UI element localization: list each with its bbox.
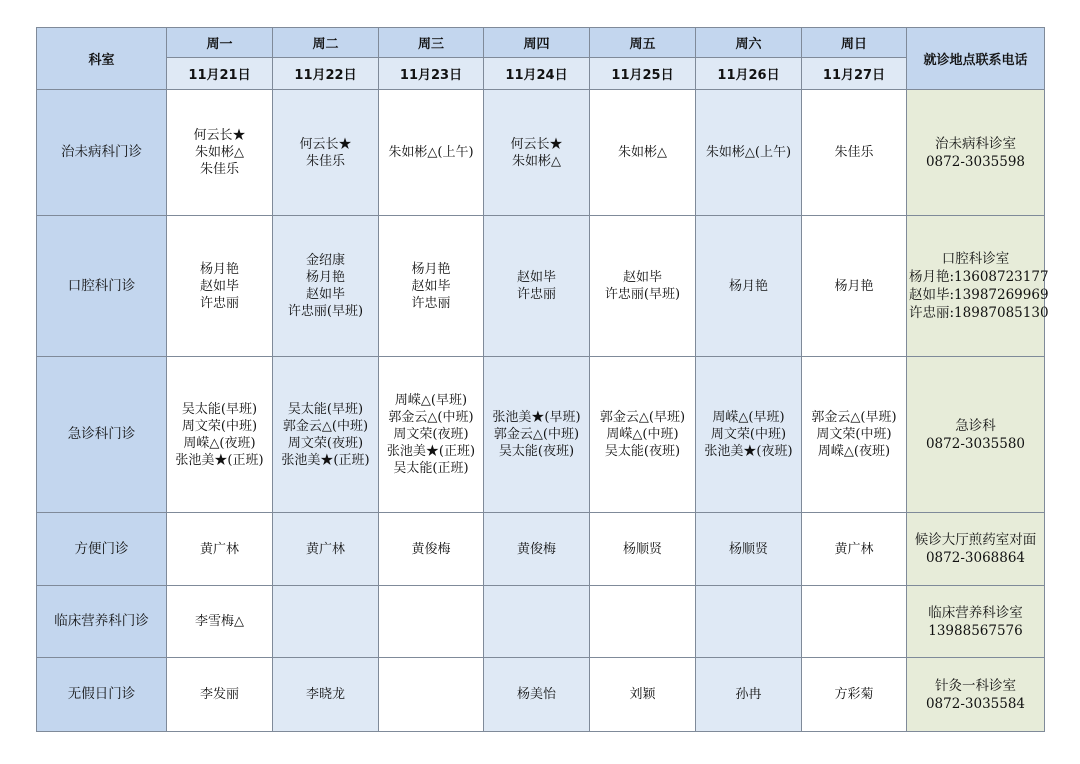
schedule-cell xyxy=(379,658,484,732)
doctor-entry: 李雪梅△ xyxy=(195,614,244,629)
department-header: 科室 xyxy=(37,28,167,90)
doctor-entry: 张池美★(早班) xyxy=(492,410,581,425)
schedule-cell xyxy=(590,586,696,658)
contact-cell xyxy=(907,586,1045,658)
doctor-entry: 周文荣(中班) xyxy=(816,427,892,442)
table-row xyxy=(37,658,1045,732)
day-header: 周五 xyxy=(590,28,696,58)
contact-line: 赵如毕:13987269969 xyxy=(909,287,1049,303)
schedule-cell xyxy=(484,658,590,732)
contact-line: 0872-3035598 xyxy=(925,153,1026,170)
schedule-cell xyxy=(802,586,907,658)
contact-cell xyxy=(907,216,1049,357)
contact-cell xyxy=(907,357,1045,513)
schedule-cell xyxy=(379,513,484,586)
table-row xyxy=(37,586,1045,658)
doctor-entry: 许忠丽 xyxy=(199,295,239,311)
contact-header: 就诊地点联系电话 xyxy=(907,28,1045,90)
doctor-entry: 孙冉 xyxy=(735,687,762,702)
doctor-entry: 赵如毕 xyxy=(516,270,556,285)
doctor-entry: 杨顺贤 xyxy=(622,541,662,557)
day-header: 周一 xyxy=(167,28,273,58)
doctor-entry: 吴太能(早班) xyxy=(287,401,364,417)
schedule-cell xyxy=(167,357,273,513)
doctor-entry: 杨顺贤 xyxy=(728,541,768,557)
doctor-entry: 黄广林 xyxy=(199,541,239,557)
contact-line: 急诊科 xyxy=(955,417,996,434)
doctor-entry: 许忠丽(早班) xyxy=(287,304,364,319)
doctor-entry: 赵如毕 xyxy=(305,287,345,302)
schedule-cell xyxy=(167,90,273,216)
doctor-entry: 朱如彬△ xyxy=(512,153,561,169)
doctor-entry: 吴太能(早班) xyxy=(181,401,258,417)
date-header: 11月22日 xyxy=(273,58,379,90)
contact-line: 0872-3068864 xyxy=(925,550,1026,566)
doctor-entry: 张池美★(正班) xyxy=(175,452,264,468)
schedule-cell xyxy=(273,513,379,586)
contact-line: 候诊大厅煎药室对面 xyxy=(914,532,1037,548)
schedule-cell xyxy=(167,216,273,357)
date-header: 11月23日 xyxy=(379,58,484,90)
doctor-entry: 郭金云△(早班) xyxy=(599,410,686,425)
doctor-entry: 李晓龙 xyxy=(305,687,345,702)
doctor-entry: 赵如毕 xyxy=(199,278,239,294)
schedule-cell xyxy=(273,216,379,357)
date-header: 11月21日 xyxy=(167,58,273,90)
schedule-cell xyxy=(802,216,907,357)
doctor-entry: 朱如彬△ xyxy=(195,145,244,160)
doctor-entry: 周文荣(中班) xyxy=(710,427,787,442)
schedule-cell xyxy=(379,216,484,357)
doctor-entry: 杨月艳 xyxy=(728,278,768,294)
schedule-cell xyxy=(379,357,484,513)
doctor-entry: 黄广林 xyxy=(305,541,345,557)
schedule-cell xyxy=(696,658,802,732)
schedule-cell xyxy=(484,357,590,513)
schedule-cell xyxy=(379,90,484,216)
doctor-entry: 杨美怡 xyxy=(516,687,556,702)
day-header: 周六 xyxy=(696,28,802,58)
doctor-entry: 杨月艳 xyxy=(199,261,239,277)
day-header: 周四 xyxy=(484,28,590,58)
schedule-cell xyxy=(802,357,907,513)
table-row xyxy=(37,357,1045,513)
contact-line: 临床营养科诊室 xyxy=(928,604,1023,621)
doctor-entry: 朱如彬△(上午) xyxy=(388,145,474,160)
doctor-entry: 刘颖 xyxy=(629,687,656,702)
doctor-entry: 方彩菊 xyxy=(834,687,874,702)
department-name: 口腔科门诊 xyxy=(37,216,167,357)
header-row-days xyxy=(37,28,1045,58)
day-header: 周日 xyxy=(802,28,907,58)
doctor-entry: 张池美★(正班) xyxy=(386,444,476,459)
schedule-cell xyxy=(696,357,802,513)
schedule-cell xyxy=(484,90,590,216)
contact-line: 0872-3035580 xyxy=(925,435,1026,452)
day-header: 周二 xyxy=(273,28,379,58)
schedule-cell xyxy=(802,658,907,732)
doctor-entry: 周嵘△(早班) xyxy=(712,410,785,425)
doctor-entry: 张池美★(正班) xyxy=(281,452,370,468)
contact-line: 0872-3035584 xyxy=(925,695,1026,712)
doctor-entry: 金绍康 xyxy=(305,253,345,268)
schedule-cell xyxy=(273,357,379,513)
department-name: 无假日门诊 xyxy=(37,658,167,732)
schedule-cell xyxy=(167,658,273,732)
doctor-entry: 朱佳乐 xyxy=(305,153,345,169)
contact-line: 杨月艳:13608723177 xyxy=(909,269,1049,285)
date-header: 11月27日 xyxy=(802,58,907,90)
schedule-cell xyxy=(590,658,696,732)
schedule-cell xyxy=(696,216,802,357)
table-row xyxy=(37,90,1045,216)
schedule-cell xyxy=(167,586,273,658)
doctor-entry: 周文荣(夜班) xyxy=(393,427,469,442)
duty-schedule-table xyxy=(36,27,1049,732)
department-name: 临床营养科门诊 xyxy=(37,586,167,658)
doctor-entry: 吴太能(夜班) xyxy=(604,444,681,459)
doctor-entry: 何云长★ xyxy=(193,128,246,143)
doctor-entry: 杨月艳 xyxy=(305,270,345,285)
schedule-cell xyxy=(802,513,907,586)
doctor-entry: 郭金云△(中班) xyxy=(493,427,580,442)
schedule-cell xyxy=(590,90,696,216)
date-header: 11月25日 xyxy=(590,58,696,90)
schedule-cell xyxy=(696,90,802,216)
doctor-entry: 郭金云△(中班) xyxy=(388,410,474,425)
contact-line: 口腔科诊室 xyxy=(941,251,1010,267)
schedule-cell xyxy=(484,586,590,658)
doctor-entry: 周嵘△(夜班) xyxy=(183,435,256,451)
header-row-dates xyxy=(37,58,1045,90)
schedule-cell xyxy=(167,513,273,586)
doctor-entry: 黄广林 xyxy=(834,541,874,557)
doctor-entry: 何云长★ xyxy=(510,136,563,152)
table-row xyxy=(37,216,1045,357)
contact-line: 针灸一科诊室 xyxy=(935,677,1016,694)
contact-line: 治未病科诊室 xyxy=(935,135,1016,152)
doctor-entry: 朱如彬△ xyxy=(618,145,667,160)
contact-line: 13988567576 xyxy=(928,622,1023,639)
department-name: 方便门诊 xyxy=(37,513,167,586)
contact-line: 许忠丽:18987085130 xyxy=(909,305,1049,321)
date-header: 11月24日 xyxy=(484,58,590,90)
contact-cell xyxy=(907,90,1045,216)
doctor-entry: 朱如彬△(上午) xyxy=(705,145,792,160)
schedule-cell xyxy=(484,216,590,357)
doctor-entry: 黄俊梅 xyxy=(411,541,451,557)
table-row xyxy=(37,513,1045,586)
doctor-entry: 周文荣(夜班) xyxy=(287,435,364,451)
doctor-entry: 周文荣(中班) xyxy=(181,418,258,434)
schedule-cell xyxy=(696,586,802,658)
doctor-entry: 张池美★(夜班) xyxy=(704,444,793,459)
schedule-body xyxy=(37,90,1049,732)
doctor-entry: 杨月艳 xyxy=(411,261,451,277)
schedule-cell xyxy=(590,216,696,357)
doctor-entry: 赵如毕 xyxy=(411,278,451,294)
contact-cell xyxy=(907,513,1045,586)
doctor-entry: 何云长★ xyxy=(299,136,352,152)
doctor-entry: 杨月艳 xyxy=(834,278,874,294)
doctor-entry: 黄俊梅 xyxy=(516,541,556,557)
contact-cell xyxy=(907,658,1045,732)
doctor-entry: 周嵘△(中班) xyxy=(606,427,679,442)
schedule-cell xyxy=(802,90,907,216)
department-name: 急诊科门诊 xyxy=(37,357,167,513)
schedule-cell xyxy=(273,90,379,216)
schedule-cell xyxy=(696,513,802,586)
department-name: 治未病科门诊 xyxy=(37,90,167,216)
doctor-entry: 吴太能(夜班) xyxy=(498,444,575,459)
doctor-entry: 吴太能(正班) xyxy=(393,461,469,476)
schedule-cell xyxy=(590,357,696,513)
doctor-entry: 周嵘△(早班) xyxy=(394,393,468,408)
doctor-entry: 郭金云△(早班) xyxy=(811,410,897,425)
doctor-entry: 赵如毕 xyxy=(622,270,662,285)
doctor-entry: 朱佳乐 xyxy=(834,145,874,160)
doctor-entry: 周嵘△(夜班) xyxy=(817,444,891,459)
doctor-entry: 朱佳乐 xyxy=(199,162,239,177)
schedule-cell xyxy=(484,513,590,586)
schedule-cell xyxy=(273,658,379,732)
doctor-entry: 郭金云△(中班) xyxy=(282,418,369,434)
schedule-cell xyxy=(273,586,379,658)
day-header: 周三 xyxy=(379,28,484,58)
doctor-entry: 许忠丽 xyxy=(516,287,556,302)
doctor-entry: 许忠丽 xyxy=(411,295,451,311)
doctor-entry: 李发丽 xyxy=(199,687,239,702)
doctor-entry: 许忠丽(早班) xyxy=(604,287,681,302)
date-header: 11月26日 xyxy=(696,58,802,90)
schedule-cell xyxy=(379,586,484,658)
schedule-cell xyxy=(590,513,696,586)
